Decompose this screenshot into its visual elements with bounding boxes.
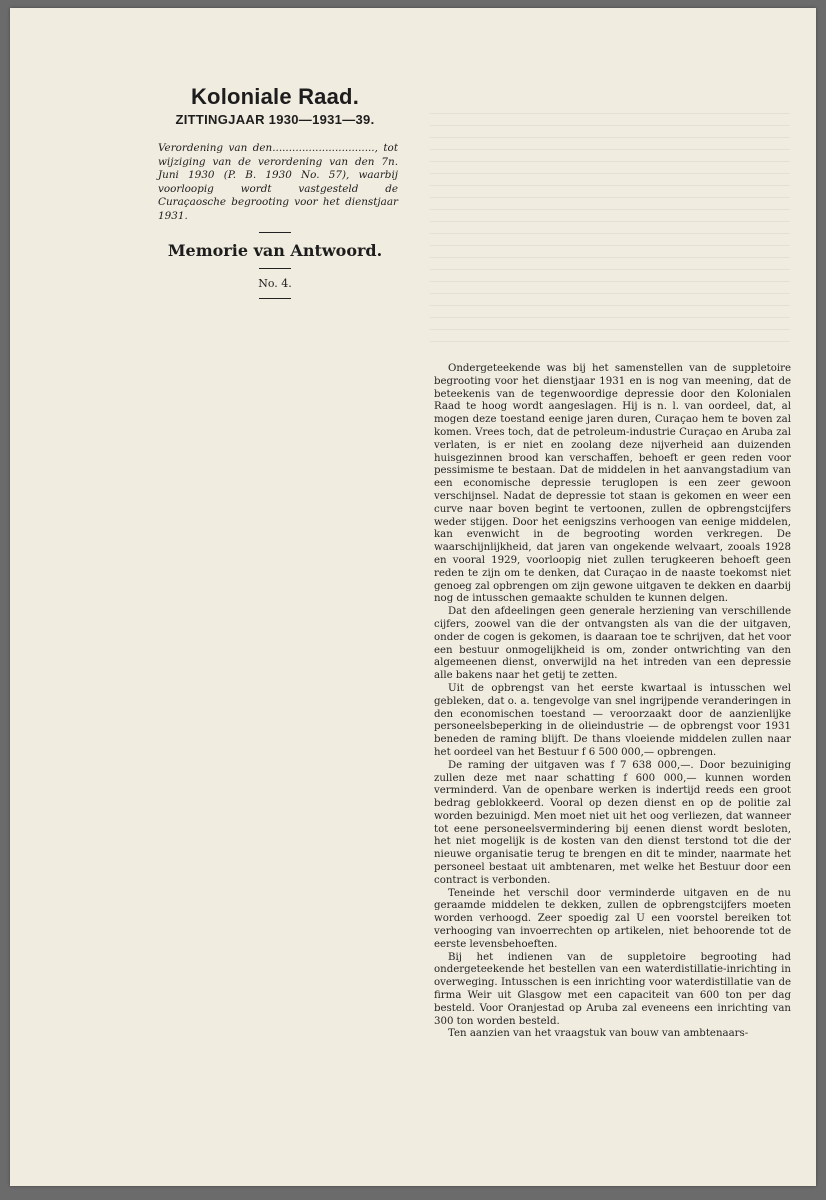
ordinance-description [152,142,398,224]
paragraph: Bij het indienen van de suppletoire begrooting had ondergeteekende het bestellen van een waterdistillatie-inrichting in overweging. Intusschen is een inrichting voor waterdistillatie van de firma Weir uit Glasgow met een capaciteit van 600 ton per dag besteld. Voor Oranjestad op Aruba zal eveneens een inrichting van 300 ton worden besteld. [434,951,791,1027]
memorie-number: No. 4. [258,276,292,290]
divider [259,268,291,269]
ordinance-text: Verordening van den..............................., tot wijziging van de verordening van den 7n. Juni 1930 (P. B. 1930 No. 57), waarbij voorloopig wordt vastgesteld de Curaçaosche begrooting voor het dienstjaar 1931. [158,142,398,222]
divider [259,232,291,233]
paragraph: Dat den afdeelingen geen generale herziening van verschillende cijfers, zoowel van die der ontvangsten als van die der uitgaven, onder de cogen is gekomen, is daaraan toe te schrijven, dat het voor een bestuur onmogelijkheid is om, zonder ontwrichting van den algemeenen dienst, onverwijld na het intreden van een depressie alle bakens naar het getij te zetten. [434,606,791,682]
document-page [10,8,816,1186]
bleed-through-text [430,113,790,343]
session-year: ZITTINGJAAR 1930—1931—39. [175,112,375,127]
memorie-title: Memorie van Antwoord. [167,240,383,260]
document-header [140,84,410,307]
paragraph: Uit de opbrengst van het eerste kwartaal is intusschen wel gebleken, dat o. a. tengevolge van snel ingrijpende veranderingen in den economischen toestand — veroorzaakt door de aanzienlijke personeelsbeperking in de olieindustrie — de opbrengst voor 1931 beneden de raming blijft. De thans vloeiende middelen zullen naar het oordeel van het Bestuur f 6 500 000,— opbrengen. [434,682,791,758]
paragraph: Ten aanzien van het vraagstuk van bouw van ambtenaars- [448,1028,749,1040]
paragraph: De raming der uitgaven was f 7 638 000,—. Door bezuiniging zullen deze met naar schatting f 600 000,— kunnen worden verminderd. Van de openbare werken is indertijd reeds een groot bedrag geblokkeerd. Vooral op dezen dienst en op de politie zal worden bezuinigd. Men moet niet uit het oog verliezen, dat wanneer tot eene personeelsvermindering bij eenen dienst wordt besloten, het niet mogelijk is de kosten van den dienst terstond tot die der nieuwe organisatie terug te brengen en dit te minder, naarmate het personeel bestaat uit ambtenaren, met welke het Bestuur door een contract is verbonden. [434,759,791,886]
document-title: Koloniale Raad. [190,84,360,109]
divider [259,298,291,299]
paragraph: Teneinde het verschil door verminderde uitgaven en de nu geraamde middelen te dekken, zullen de opbrengstcijfers moeten worden verhoogd. Zeer spoedig zal U een voorstel bereiken tot verhooging van invoerrechten op artikelen, niet behoorende tot de eerste levensbehoeften. [434,887,791,950]
body-column [434,363,791,1041]
paragraph: Ondergeteekende was bij het samenstellen van de suppletoire begrooting voor het dienstjaar 1931 en is nog van meening, dat de beteekenis van de tegenwoordige depressie door den Kolonialen Raad te hoog wordt aangeslagen. Hij is n. l. van oordeel, dat, al mogen deze toestand eenige jaren duren, Curaçao hem te boven zal komen. Vrees toch, dat de petroleum-industrie Curaçao en Aruba zal verlaten, is er niet en zoolang deze nijverheid aan duizenden huisgezinnen brood kan verschaffen, behoeft er geen reden voor pessimisme te bestaan. Dat de middelen in het aanvangstadium van een economische depressie teruglopen is een zeer gewoon verschijnsel. Nadat de depressie tot staan is gekomen en weer een curve naar boven begint te vertoonen, zullen de opbrengstcijfers weder stijgen. Door het eenigszins verhoogen van eenige middelen, kan evenwicht in de begrooting worden verkregen. De waarschijnlijkheid, dat jaren van ongekende welvaart, zooals 1928 en vooral 1929, voorloopig niet zullen terugkeeren behoeft geen reden te zijn om te denken, dat Curaçao in de naaste toekomst niet genoeg zal opbrengen om zijn gewone uitgaven te dekken en daarbij nog de intusschen gemaakte schulden te kunnen delgen. [434,363,791,605]
